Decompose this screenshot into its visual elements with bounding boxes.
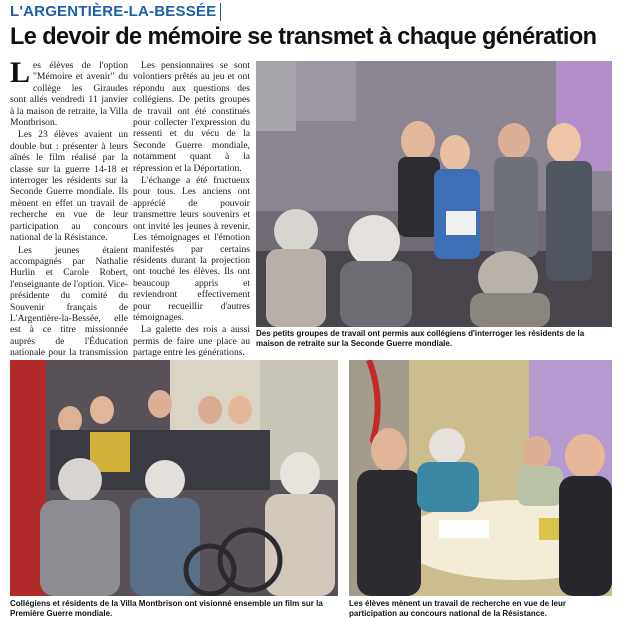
- photo-illustration-top: [256, 61, 612, 327]
- caption-bottom-right-photo: Les élèves mènent un travail de recherche en vue de leur participation au concours national de la Résistance.: [349, 599, 566, 618]
- paragraph-1-text: es élèves de l'option "Mémoire et avenir" du collège les Giraudes sont allés vendredi 11 janvier à la maison de retraite, la Villa Montbrison.: [10, 60, 128, 129]
- drop-cap: L: [10, 56, 31, 89]
- paragraph-4: Les pensionnaires se sont volontiers prêtés au jeu et ont répondu aux questions des collégiens. De petits groupes de travail ont été constitués pour collecter l'expression du ressenti et du vécu de la Seconde Guerre mondiale, notamment quant à la répression et la Déportation.: [133, 60, 250, 174]
- paragraph-2: Les 23 élèves avaient un double but : présenter à leurs aînés le film réalisé par la classe sur la guerre 14-18 et interroger les résidents sur la Seconde Guerre mondiale. Ils mènent en effet un travail de recherche en vue de leur participation au concours national de la Résistance.: [10, 129, 128, 244]
- article-headline: Le devoir de mémoire se transmet à chaque génération: [10, 23, 597, 50]
- caption-top-photo: Des petits groupes de travail ont permis aux collégiens d'interroger les résidents de la maison de retraite sur la Seconde Guerre mondiale.: [256, 329, 585, 348]
- paragraph-1: [10, 56, 128, 129]
- photo-research-table: [349, 360, 612, 596]
- article-column-1: [10, 56, 128, 371]
- section-kicker: L'ARGENTIÈRE-LA-BESSÉE: [10, 3, 221, 21]
- paragraph-5: L'échange a été fructueux pour tous. Les anciens ont apprécié de pouvoir transmettre leurs souvenirs et ont invité les jeunes à revenir. Les témoignages et l'émotion manifestés par certains résidents durant la projection ont touché les élèves. Ils ont beaucoup appris et reviendront effectivement pour recueillir d'autres témoignages.: [133, 175, 250, 323]
- photo-film-screening: [10, 360, 338, 596]
- photo-illustration-bottom-left: [10, 360, 338, 596]
- photo-illustration-bottom-right: [349, 360, 612, 596]
- paragraph-6: La galette des rois a aussi permis de faire une place au partage entre les générations.: [133, 324, 250, 359]
- caption-bottom-left-photo: Collégiens et résidents de la Villa Montbrison ont visionné ensemble un film sur la Première Guerre mondiale.: [10, 599, 323, 618]
- article-column-2: [133, 60, 250, 360]
- paragraph-3: Les jeunes étaient accompagnés par Nathalie Hurlin et Carole Robert, l'enseignante de l'option. Vice-présidente du comité du Souvenir français de L'Argentière-la-Bessée, elle est à ce titre missionnée auprès de l'Éducation nationale pour la transmission: [10, 244, 128, 359]
- photo-students-interview: [256, 61, 612, 327]
